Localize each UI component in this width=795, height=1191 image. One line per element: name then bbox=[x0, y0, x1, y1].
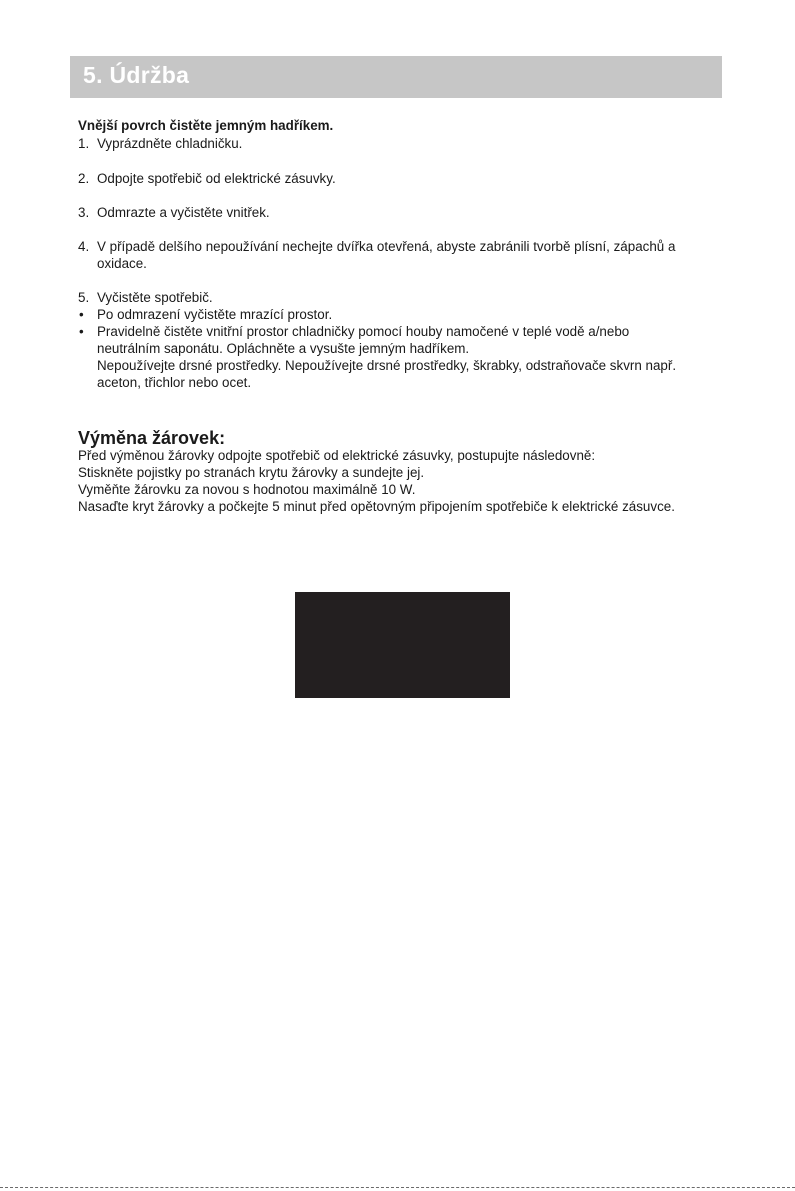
step-number: 3. bbox=[78, 205, 90, 220]
step-number: 4. bbox=[78, 239, 90, 254]
bulb-instruction-line: Stiskněte pojistky po stranách krytu žárovky a sundejte jej. bbox=[78, 465, 425, 480]
section-title: 5. Údržba bbox=[83, 62, 190, 88]
bullet-text: Po odmrazení vyčistěte mrazící prostor. bbox=[97, 307, 333, 322]
step-text: Odmrazte a vyčistěte vnitřek. bbox=[97, 205, 270, 220]
bullet-text: Nepoužívejte drsné prostředky. Nepoužívejte drsné prostředky, škrabky, odstraňovače skvrn např. bbox=[97, 358, 677, 373]
bullet-text: aceton, třichlor nebo ocet. bbox=[97, 375, 252, 390]
step-number: 2. bbox=[78, 171, 90, 186]
bullet-text: neutrálním saponátu. Opláchněte a vysušte jemným hadříkem. bbox=[97, 341, 470, 356]
page-bottom-rule bbox=[0, 1187, 795, 1188]
step-text: V případě delšího nepoužívání nechejte dvířka otevřená, abyste zabránili tvorbě plísní, zápachů a bbox=[97, 239, 676, 254]
maintenance-intro: Vnější povrch čistěte jemným hadříkem. bbox=[78, 118, 334, 133]
step-text: oxidace. bbox=[97, 256, 147, 271]
step-number: 5. bbox=[78, 290, 90, 305]
bullet-text: Pravidelně čistěte vnitřní prostor chladničky pomocí houby namočené v teplé vodě a/nebo bbox=[97, 324, 630, 339]
bulb-instruction-line: Před výměnou žárovky odpojte spotřebič od elektrické zásuvky, postupujte následovně: bbox=[78, 448, 596, 463]
bulb-illustration-image bbox=[295, 592, 510, 698]
bulb-section-heading: Výměna žárovek: bbox=[78, 428, 226, 448]
step-number: 1. bbox=[78, 136, 90, 151]
bullet-icon: • bbox=[79, 307, 84, 322]
section-header-bar bbox=[70, 56, 722, 98]
step-text: Odpojte spotřebič od elektrické zásuvky. bbox=[97, 171, 336, 186]
bulb-instruction-line: Vyměňte žárovku za novou s hodnotou maximálně 10 W. bbox=[78, 482, 416, 497]
step-text: Vyprázdněte chladničku. bbox=[97, 136, 243, 151]
bullet-icon: • bbox=[79, 324, 84, 339]
bulb-instruction-line: Nasaďte kryt žárovky a počkejte 5 minut před opětovným připojením spotřebiče k elektrické zásuvce. bbox=[78, 499, 675, 514]
step-text: Vyčistěte spotřebič. bbox=[97, 290, 213, 305]
